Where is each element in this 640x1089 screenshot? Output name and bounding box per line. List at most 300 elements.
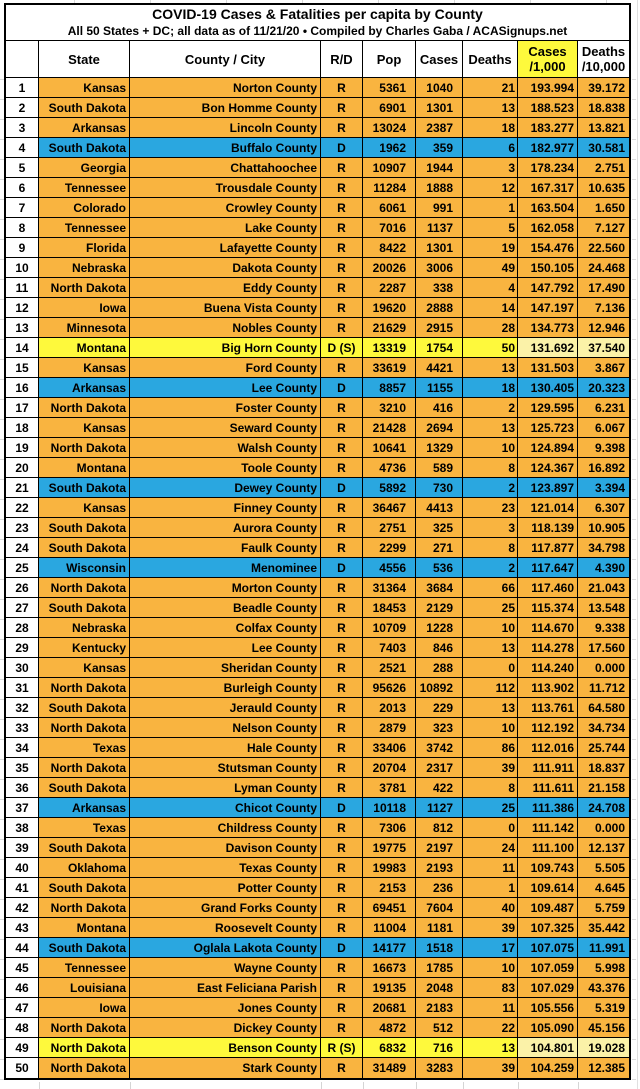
cell-county: Trousdale County xyxy=(130,178,321,198)
cell-rank: 14 xyxy=(6,338,39,358)
cell-deaths-per-10000: 9.338 xyxy=(578,618,629,638)
cell-cases-per-1000: 117.460 xyxy=(518,578,578,598)
cell-rank: 27 xyxy=(6,598,39,618)
cell-r-d: R xyxy=(321,838,363,858)
cell-state: South Dakota xyxy=(39,538,130,558)
cell-county: Oglala Lakota County xyxy=(130,938,321,958)
cell-state: South Dakota xyxy=(39,138,130,158)
cell-deaths: 13 xyxy=(463,358,518,378)
cell-deaths: 39 xyxy=(463,758,518,778)
cell-deaths-per-10000: 6.307 xyxy=(578,498,629,518)
cell-county: Finney County xyxy=(130,498,321,518)
cell-county: Eddy County xyxy=(130,278,321,298)
cell-state: Arkansas xyxy=(39,118,130,138)
cell-pop: 2751 xyxy=(363,518,416,538)
cell-r-d: R xyxy=(321,318,363,338)
county-table xyxy=(6,41,629,1078)
cell-state: Nebraska xyxy=(39,618,130,638)
cell-cases: 991 xyxy=(416,198,463,218)
header-cases-per-1000: Cases /1,000 xyxy=(518,41,578,78)
cell-r-d: R xyxy=(321,358,363,378)
cell-state: Montana xyxy=(39,338,130,358)
cell-rank: 24 xyxy=(6,538,39,558)
cell-county: Aurora County xyxy=(130,518,321,538)
sheet-gridline-stub xyxy=(463,1082,464,1089)
cell-state: Kansas xyxy=(39,498,130,518)
cell-cases: 1155 xyxy=(416,378,463,398)
cell-r-d: R xyxy=(321,118,363,138)
cell-rank: 15 xyxy=(6,358,39,378)
cell-cases-per-1000: 107.075 xyxy=(518,938,578,958)
cell-r-d: R xyxy=(321,538,363,558)
cell-county: Childress County xyxy=(130,818,321,838)
cell-pop: 21629 xyxy=(363,318,416,338)
cell-deaths: 50 xyxy=(463,338,518,358)
header-county-city: County / City xyxy=(130,41,321,78)
cell-r-d: D xyxy=(321,138,363,158)
cell-pop: 2521 xyxy=(363,658,416,678)
cell-county: Colfax County xyxy=(130,618,321,638)
cell-cases-per-1000: 114.670 xyxy=(518,618,578,638)
cell-r-d: D (S) xyxy=(321,338,363,358)
cell-pop: 33406 xyxy=(363,738,416,758)
cell-pop: 10907 xyxy=(363,158,416,178)
cell-deaths-per-10000: 11.712 xyxy=(578,678,629,698)
cell-cases: 1888 xyxy=(416,178,463,198)
cell-rank: 23 xyxy=(6,518,39,538)
cell-cases-per-1000: 112.016 xyxy=(518,738,578,758)
cell-county: Davison County xyxy=(130,838,321,858)
cell-state: Florida xyxy=(39,238,130,258)
cell-cases: 716 xyxy=(416,1038,463,1058)
cell-pop: 19135 xyxy=(363,978,416,998)
cell-county: Burleigh County xyxy=(130,678,321,698)
cell-county: Texas County xyxy=(130,858,321,878)
cell-rank: 5 xyxy=(6,158,39,178)
cell-deaths-per-10000: 6.231 xyxy=(578,398,629,418)
cell-r-d: R xyxy=(321,498,363,518)
cell-r-d: R xyxy=(321,878,363,898)
cell-r-d: R xyxy=(321,418,363,438)
cell-cases-per-1000: 113.902 xyxy=(518,678,578,698)
cell-rank: 17 xyxy=(6,398,39,418)
sheet-gridlines-right xyxy=(632,79,636,1080)
cell-deaths-per-10000: 34.734 xyxy=(578,718,629,738)
cell-pop: 20026 xyxy=(363,258,416,278)
cell-cases: 1754 xyxy=(416,338,463,358)
cell-deaths-per-10000: 45.156 xyxy=(578,1018,629,1038)
cell-cases: 338 xyxy=(416,278,463,298)
cell-cases-per-1000: 150.105 xyxy=(518,258,578,278)
cell-cases-per-1000: 188.523 xyxy=(518,98,578,118)
cell-pop: 2287 xyxy=(363,278,416,298)
cell-cases-per-1000: 124.367 xyxy=(518,458,578,478)
cell-cases-per-1000: 109.614 xyxy=(518,878,578,898)
cell-pop: 1962 xyxy=(363,138,416,158)
cell-county: Stutsman County xyxy=(130,758,321,778)
cell-county: Benson County xyxy=(130,1038,321,1058)
cell-deaths: 2 xyxy=(463,398,518,418)
cell-deaths-per-10000: 25.744 xyxy=(578,738,629,758)
cell-cases-per-1000: 104.801 xyxy=(518,1038,578,1058)
cell-r-d: R xyxy=(321,618,363,638)
cell-cases-per-1000: 114.240 xyxy=(518,658,578,678)
cell-cases: 7604 xyxy=(416,898,463,918)
header-pop: Pop xyxy=(363,41,416,78)
cell-county: Nobles County xyxy=(130,318,321,338)
cell-cases: 512 xyxy=(416,1018,463,1038)
cell-state: South Dakota xyxy=(39,778,130,798)
cell-deaths-per-10000: 4.645 xyxy=(578,878,629,898)
cell-state: Colorado xyxy=(39,198,130,218)
cell-deaths-per-10000: 35.442 xyxy=(578,918,629,938)
cell-rank: 13 xyxy=(6,318,39,338)
cell-cases: 1944 xyxy=(416,158,463,178)
cell-deaths: 40 xyxy=(463,898,518,918)
cell-rank: 7 xyxy=(6,198,39,218)
cell-cases-per-1000: 117.877 xyxy=(518,538,578,558)
cell-pop: 19620 xyxy=(363,298,416,318)
cell-deaths-per-10000: 30.581 xyxy=(578,138,629,158)
cell-r-d: R xyxy=(321,658,363,678)
cell-deaths: 11 xyxy=(463,998,518,1018)
cell-pop: 10641 xyxy=(363,438,416,458)
cell-r-d: R xyxy=(321,678,363,698)
cell-cases-per-1000: 147.792 xyxy=(518,278,578,298)
cell-rank: 20 xyxy=(6,458,39,478)
cell-cases-per-1000: 131.503 xyxy=(518,358,578,378)
cell-state: North Dakota xyxy=(39,1038,130,1058)
cell-state: Iowa xyxy=(39,998,130,1018)
cell-county: Foster County xyxy=(130,398,321,418)
cell-cases: 229 xyxy=(416,698,463,718)
cell-deaths: 13 xyxy=(463,1038,518,1058)
cell-cases-per-1000: 125.723 xyxy=(518,418,578,438)
cell-county: Toole County xyxy=(130,458,321,478)
cell-deaths-per-10000: 24.708 xyxy=(578,798,629,818)
cell-state: North Dakota xyxy=(39,278,130,298)
cell-deaths-per-10000: 3.394 xyxy=(578,478,629,498)
cell-r-d: R xyxy=(321,1058,363,1078)
cell-state: North Dakota xyxy=(39,578,130,598)
cell-state: Iowa xyxy=(39,298,130,318)
cell-r-d: D xyxy=(321,478,363,498)
cell-cases-per-1000: 115.374 xyxy=(518,598,578,618)
county-table-frame xyxy=(4,3,631,1080)
cell-deaths-per-10000: 12.946 xyxy=(578,318,629,338)
cell-r-d: R xyxy=(321,858,363,878)
cell-deaths: 112 xyxy=(463,678,518,698)
cell-rank: 21 xyxy=(6,478,39,498)
cell-r-d: R xyxy=(321,398,363,418)
cell-cases-per-1000: 118.139 xyxy=(518,518,578,538)
cell-county: Lee County xyxy=(130,638,321,658)
cell-deaths: 6 xyxy=(463,138,518,158)
cell-county: Crowley County xyxy=(130,198,321,218)
cell-deaths: 13 xyxy=(463,418,518,438)
cell-cases-per-1000: 163.504 xyxy=(518,198,578,218)
cell-county: Seward County xyxy=(130,418,321,438)
cell-pop: 36467 xyxy=(363,498,416,518)
cell-deaths: 23 xyxy=(463,498,518,518)
cell-deaths: 28 xyxy=(463,318,518,338)
cell-pop: 14177 xyxy=(363,938,416,958)
cell-cases: 589 xyxy=(416,458,463,478)
cell-state: Arkansas xyxy=(39,798,130,818)
cell-deaths: 39 xyxy=(463,1058,518,1078)
cell-cases-per-1000: 105.090 xyxy=(518,1018,578,1038)
cell-r-d: R (S) xyxy=(321,1038,363,1058)
cell-state: South Dakota xyxy=(39,518,130,538)
cell-county: Lyman County xyxy=(130,778,321,798)
cell-cases-per-1000: 117.647 xyxy=(518,558,578,578)
cell-pop: 3210 xyxy=(363,398,416,418)
cell-rank: 31 xyxy=(6,678,39,698)
cell-rank: 30 xyxy=(6,658,39,678)
cell-cases: 2915 xyxy=(416,318,463,338)
cell-state: Montana xyxy=(39,458,130,478)
cell-pop: 4556 xyxy=(363,558,416,578)
cell-deaths-per-10000: 5.319 xyxy=(578,998,629,1018)
cell-county: Lee County xyxy=(130,378,321,398)
cell-state: North Dakota xyxy=(39,758,130,778)
cell-county: Grand Forks County xyxy=(130,898,321,918)
cell-r-d: R xyxy=(321,78,363,98)
header-state: State xyxy=(39,41,130,78)
cell-state: Kentucky xyxy=(39,638,130,658)
cell-pop: 6061 xyxy=(363,198,416,218)
cell-rank: 2 xyxy=(6,98,39,118)
cell-deaths: 3 xyxy=(463,518,518,538)
sheet-gridline-stub xyxy=(363,1082,364,1089)
cell-state: South Dakota xyxy=(39,938,130,958)
cell-rank: 41 xyxy=(6,878,39,898)
cell-rank: 42 xyxy=(6,898,39,918)
cell-r-d: R xyxy=(321,918,363,938)
cell-deaths: 18 xyxy=(463,378,518,398)
cell-state: South Dakota xyxy=(39,838,130,858)
cell-cases-per-1000: 129.595 xyxy=(518,398,578,418)
cell-rank: 22 xyxy=(6,498,39,518)
cell-pop: 7016 xyxy=(363,218,416,238)
cell-rank: 9 xyxy=(6,238,39,258)
cell-rank: 44 xyxy=(6,938,39,958)
cell-deaths-per-10000: 39.172 xyxy=(578,78,629,98)
cell-county: Dewey County xyxy=(130,478,321,498)
cell-deaths-per-10000: 12.137 xyxy=(578,838,629,858)
cell-cases: 236 xyxy=(416,878,463,898)
cell-deaths-per-10000: 34.798 xyxy=(578,538,629,558)
cell-deaths-per-10000: 4.390 xyxy=(578,558,629,578)
cell-cases: 271 xyxy=(416,538,463,558)
cell-rank: 48 xyxy=(6,1018,39,1038)
cell-deaths-per-10000: 17.490 xyxy=(578,278,629,298)
cell-state: Texas xyxy=(39,738,130,758)
cell-deaths-per-10000: 0.000 xyxy=(578,658,629,678)
cell-rank: 1 xyxy=(6,78,39,98)
cell-pop: 2013 xyxy=(363,698,416,718)
sheet-gridlines-bottom xyxy=(4,1082,631,1089)
cell-cases: 3742 xyxy=(416,738,463,758)
cell-deaths: 39 xyxy=(463,918,518,938)
cell-deaths-per-10000: 43.376 xyxy=(578,978,629,998)
cell-rank: 32 xyxy=(6,698,39,718)
cell-state: North Dakota xyxy=(39,898,130,918)
cell-deaths-per-10000: 20.323 xyxy=(578,378,629,398)
cell-deaths-per-10000: 10.635 xyxy=(578,178,629,198)
cell-cases-per-1000: 147.197 xyxy=(518,298,578,318)
cell-pop: 11004 xyxy=(363,918,416,938)
cell-deaths: 2 xyxy=(463,478,518,498)
cell-cases: 2183 xyxy=(416,998,463,1018)
cell-deaths: 12 xyxy=(463,178,518,198)
cell-cases: 1301 xyxy=(416,98,463,118)
cell-pop: 11284 xyxy=(363,178,416,198)
cell-pop: 7403 xyxy=(363,638,416,658)
cell-rank: 45 xyxy=(6,958,39,978)
cell-cases-per-1000: 113.761 xyxy=(518,698,578,718)
cell-deaths: 83 xyxy=(463,978,518,998)
cell-cases-per-1000: 111.100 xyxy=(518,838,578,858)
cell-r-d: R xyxy=(321,638,363,658)
cell-cases-per-1000: 123.897 xyxy=(518,478,578,498)
cell-deaths-per-10000: 21.158 xyxy=(578,778,629,798)
cell-county: Bon Homme County xyxy=(130,98,321,118)
cell-deaths-per-10000: 12.385 xyxy=(578,1058,629,1078)
cell-pop: 31364 xyxy=(363,578,416,598)
sheet-gridline-right-column xyxy=(637,0,638,1089)
cell-pop: 5892 xyxy=(363,478,416,498)
cell-cases-per-1000: 131.692 xyxy=(518,338,578,358)
cell-cases-per-1000: 112.192 xyxy=(518,718,578,738)
cell-rank: 16 xyxy=(6,378,39,398)
cell-rank: 19 xyxy=(6,438,39,458)
cell-r-d: R xyxy=(321,698,363,718)
cell-state: Tennessee xyxy=(39,958,130,978)
cell-deaths: 10 xyxy=(463,718,518,738)
cell-county: Lincoln County xyxy=(130,118,321,138)
cell-deaths-per-10000: 0.000 xyxy=(578,818,629,838)
cell-deaths: 24 xyxy=(463,838,518,858)
sheet-gridline-stub xyxy=(578,1082,579,1089)
cell-cases-per-1000: 121.014 xyxy=(518,498,578,518)
cell-county: Jerauld County xyxy=(130,698,321,718)
cell-cases-per-1000: 107.325 xyxy=(518,918,578,938)
cell-deaths: 3 xyxy=(463,158,518,178)
cell-state: South Dakota xyxy=(39,698,130,718)
cell-cases: 323 xyxy=(416,718,463,738)
cell-pop: 4872 xyxy=(363,1018,416,1038)
cell-county: Chattahoochee xyxy=(130,158,321,178)
cell-deaths-per-10000: 13.821 xyxy=(578,118,629,138)
cell-deaths-per-10000: 7.136 xyxy=(578,298,629,318)
cell-county: Norton County xyxy=(130,78,321,98)
cell-state: Georgia xyxy=(39,158,130,178)
cell-pop: 20704 xyxy=(363,758,416,778)
cell-county: Sheridan County xyxy=(130,658,321,678)
cell-cases: 1785 xyxy=(416,958,463,978)
cell-r-d: R xyxy=(321,518,363,538)
cell-rank: 36 xyxy=(6,778,39,798)
cell-cases: 1181 xyxy=(416,918,463,938)
cell-deaths: 8 xyxy=(463,778,518,798)
cell-state: South Dakota xyxy=(39,478,130,498)
cell-rank: 37 xyxy=(6,798,39,818)
cell-deaths: 25 xyxy=(463,798,518,818)
cell-pop: 10118 xyxy=(363,798,416,818)
cell-rank: 25 xyxy=(6,558,39,578)
cell-deaths-per-10000: 11.991 xyxy=(578,938,629,958)
cell-pop: 13319 xyxy=(363,338,416,358)
cell-county: Nelson County xyxy=(130,718,321,738)
cell-rank: 12 xyxy=(6,298,39,318)
header-deaths: Deaths xyxy=(463,41,518,78)
cell-deaths: 0 xyxy=(463,818,518,838)
cell-rank: 47 xyxy=(6,998,39,1018)
cell-state: Nebraska xyxy=(39,258,130,278)
cell-rank: 8 xyxy=(6,218,39,238)
cell-rank: 4 xyxy=(6,138,39,158)
cell-state: Wisconsin xyxy=(39,558,130,578)
cell-state: Montana xyxy=(39,918,130,938)
cell-r-d: R xyxy=(321,1018,363,1038)
cell-cases-per-1000: 162.058 xyxy=(518,218,578,238)
page-subtitle: All 50 States + DC; all data as of 11/21/20 • Compiled by Charles Gaba / ACASignups.net xyxy=(67,24,568,38)
cell-deaths: 8 xyxy=(463,458,518,478)
cell-state: North Dakota xyxy=(39,398,130,418)
cell-deaths: 14 xyxy=(463,298,518,318)
cell-deaths: 8 xyxy=(463,538,518,558)
cell-cases-per-1000: 193.994 xyxy=(518,78,578,98)
cell-deaths: 1 xyxy=(463,878,518,898)
cell-deaths: 10 xyxy=(463,958,518,978)
cell-county: Chicot County xyxy=(130,798,321,818)
cell-state: North Dakota xyxy=(39,438,130,458)
cell-r-d: R xyxy=(321,98,363,118)
cell-r-d: R xyxy=(321,298,363,318)
cell-cases: 3684 xyxy=(416,578,463,598)
cell-rank: 6 xyxy=(6,178,39,198)
cell-r-d: R xyxy=(321,178,363,198)
cell-pop: 18453 xyxy=(363,598,416,618)
cell-r-d: R xyxy=(321,738,363,758)
cell-cases-per-1000: 130.405 xyxy=(518,378,578,398)
sheet-gridline-stub xyxy=(130,1082,131,1089)
cell-cases: 416 xyxy=(416,398,463,418)
cell-rank: 49 xyxy=(6,1038,39,1058)
header-r-d: R/D xyxy=(321,41,363,78)
cell-r-d: D xyxy=(321,938,363,958)
cell-deaths-per-10000: 9.398 xyxy=(578,438,629,458)
cell-deaths: 2 xyxy=(463,558,518,578)
cell-deaths: 25 xyxy=(463,598,518,618)
cell-deaths: 10 xyxy=(463,618,518,638)
cell-state: Louisiana xyxy=(39,978,130,998)
cell-county: Lafayette County xyxy=(130,238,321,258)
cell-cases: 2129 xyxy=(416,598,463,618)
cell-cases: 536 xyxy=(416,558,463,578)
cell-state: Minnesota xyxy=(39,318,130,338)
cell-county: Walsh County xyxy=(130,438,321,458)
cell-pop: 10709 xyxy=(363,618,416,638)
cell-rank: 35 xyxy=(6,758,39,778)
cell-state: South Dakota xyxy=(39,878,130,898)
cell-deaths: 13 xyxy=(463,98,518,118)
cell-cases: 2197 xyxy=(416,838,463,858)
cell-cases-per-1000: 183.277 xyxy=(518,118,578,138)
cell-deaths: 13 xyxy=(463,638,518,658)
cell-county: Potter County xyxy=(130,878,321,898)
